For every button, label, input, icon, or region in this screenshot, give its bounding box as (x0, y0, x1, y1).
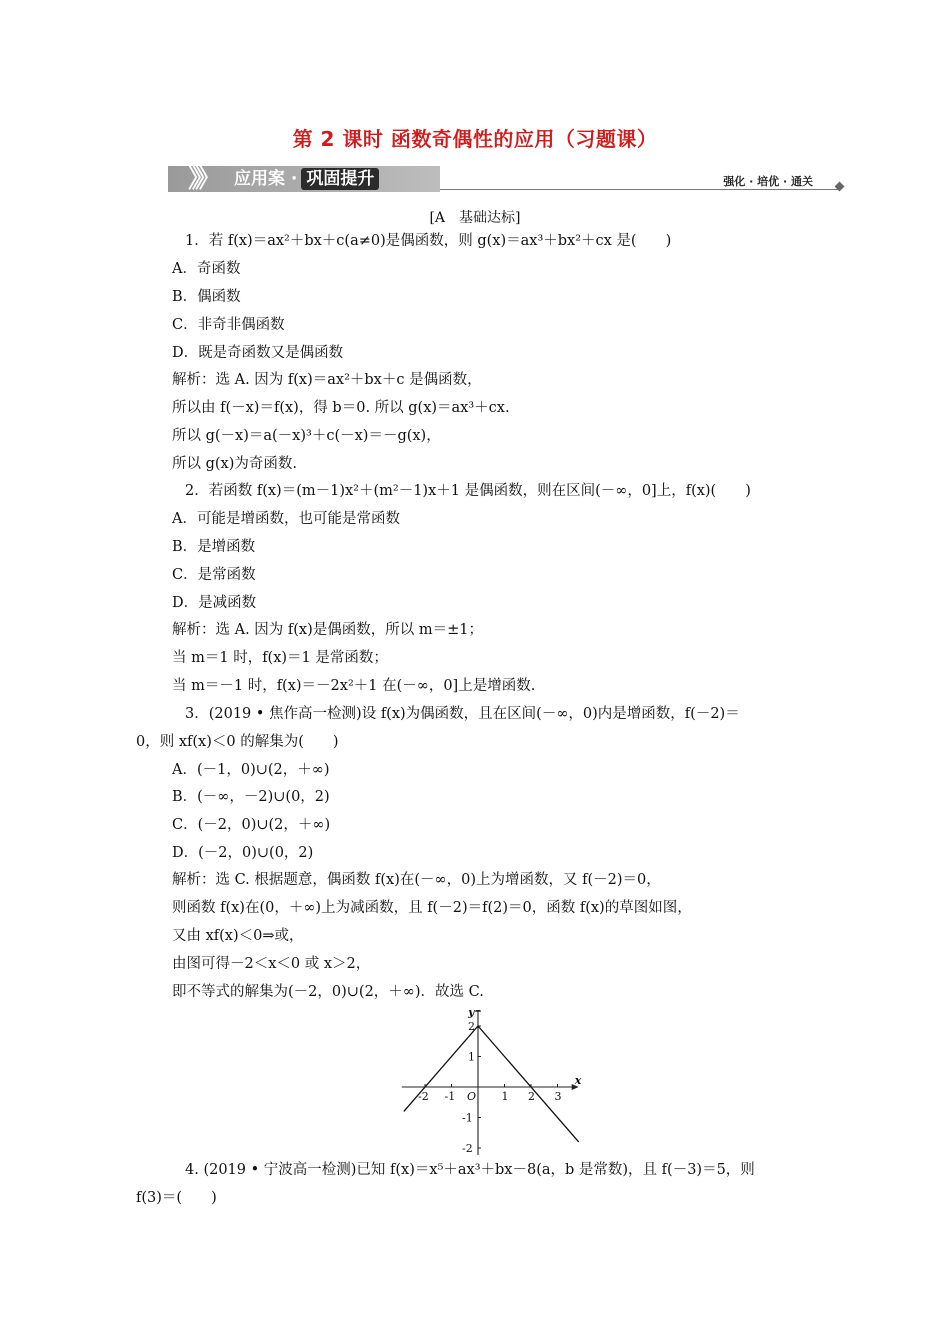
question-2: 2．若函数 f(x)＝(m－1)x²＋(m²－1)x＋1 是偶函数，则在区间(－∞，0]上，f(x)( ) (185, 483, 751, 499)
section-banner (168, 163, 843, 195)
x-axis-label: x (574, 1074, 582, 1087)
analysis-2-line-2: 当 m＝1 时，f(x)＝1 是常函数； (172, 650, 388, 666)
origin-label: O (467, 1090, 477, 1103)
x-tick-label: -2 (418, 1090, 429, 1103)
question-4-line-2: f(3)＝( ) (136, 1190, 217, 1206)
x-tick-label: -1 (444, 1090, 456, 1103)
banner-tagline: 强化 · 培优 · 通关 (723, 175, 813, 188)
banner-highlight-text: 巩固提升 (301, 168, 379, 190)
analysis-1-line-1: 解析：选 A. 因为 f(x)＝ax²＋bx＋c 是偶函数， (172, 372, 482, 388)
banner-left-text: 应用案 · (234, 169, 298, 189)
y-axis-label: y (468, 1010, 475, 1019)
y-tick-label: 1 (468, 1050, 475, 1064)
question-3-line-1: 3．(2019 • 焦作高一检测)设 f(x)为偶函数，且在区间(－∞，0)内是增函数，f(－2)＝ (185, 706, 740, 722)
analysis-2-line-3: 当 m＝－1 时，f(x)＝－2x²＋1 在(－∞，0]上是增函数. (172, 678, 536, 694)
option-2c: C．是常函数 (172, 567, 256, 583)
option-2b: B．是增函数 (172, 539, 256, 555)
option-1a: A．奇函数 (172, 261, 241, 277)
option-3b: B．(－∞，－2)∪(0，2) (172, 789, 330, 805)
analysis-3-line-5: 即不等式的解集为(－2，0)∪(2，＋∞)．故选 C. (172, 984, 484, 1000)
option-3a: A．(－1，0)∪(2，＋∞) (172, 762, 330, 778)
analysis-3-line-1: 解析：选 C. 根据题意，偶函数 f(x)在(－∞，0)上为增函数，又 f(－2)＝0， (172, 872, 661, 888)
y-tick-label: 2 (468, 1020, 475, 1033)
x-tick-label: 2 (528, 1090, 535, 1103)
y-tick-label: -1 (462, 1111, 473, 1125)
x-tick-label: 1 (501, 1090, 509, 1103)
option-3d: D．(－2，0)∪(0，2) (172, 845, 314, 861)
analysis-2-line-1: 解析：选 A. 因为 f(x)是偶函数，所以 m＝±1； (172, 622, 483, 638)
analysis-1-line-3: 所以 g(－x)＝a(－x)³＋c(－x)＝－g(x)， (172, 428, 441, 444)
function-line (404, 1026, 579, 1142)
option-2d: D．是减函数 (172, 595, 257, 611)
x-tick-label: 3 (554, 1090, 562, 1103)
option-1b: B．偶函数 (172, 289, 241, 305)
question-4-line-1: 4. (2019 • 宁波高一检测)已知 f(x)＝x⁵＋ax³＋bx－8(a，b 是常数)，且 f(－3)＝5，则 (185, 1162, 755, 1178)
banner-title (234, 166, 379, 192)
analysis-1-line-2: 所以由 f(－x)＝f(x)，得 b＝0. 所以 g(x)＝ax³＋cx. (172, 400, 510, 416)
analysis-1-line-4: 所以 g(x)为奇函数. (172, 456, 297, 472)
option-1d: D．既是奇函数又是偶函数 (172, 345, 344, 361)
question-1: 1．若 f(x)＝ax²＋bx＋c(a≠0)是偶函数，则 g(x)＝ax³＋bx²＋cx 是( ) (185, 233, 672, 249)
chevron-right-icon: 》》 (188, 164, 216, 194)
function-graph (398, 1010, 588, 1155)
y-axis-arrow (475, 1010, 481, 1012)
page-title: 第 2 课时 函数奇偶性的应用（习题课） (292, 127, 658, 151)
option-3c: C．(－2，0)∪(2，＋∞) (172, 817, 331, 833)
banner-divider (440, 189, 838, 190)
analysis-3-line-3: 又由 xf(x)＜0⇒或， (172, 928, 304, 944)
y-tick-label: -2 (462, 1142, 473, 1155)
section-label: [A 基础达标] (429, 210, 521, 226)
analysis-3-line-2: 则函数 f(x)在(0，＋∞)上为减函数，且 f(－2)＝f(2)＝0，函数 f(x)的草图如图， (172, 900, 692, 916)
option-2a: A．可能是增函数，也可能是常函数 (172, 511, 400, 527)
option-1c: C．非奇非偶函数 (172, 317, 285, 333)
analysis-3-line-4: 由图可得－2＜x＜0 或 x＞2， (172, 956, 371, 972)
graph-plot (404, 1026, 579, 1142)
question-3-line-2: 0，则 xf(x)＜0 的解集为( ) (136, 734, 339, 750)
